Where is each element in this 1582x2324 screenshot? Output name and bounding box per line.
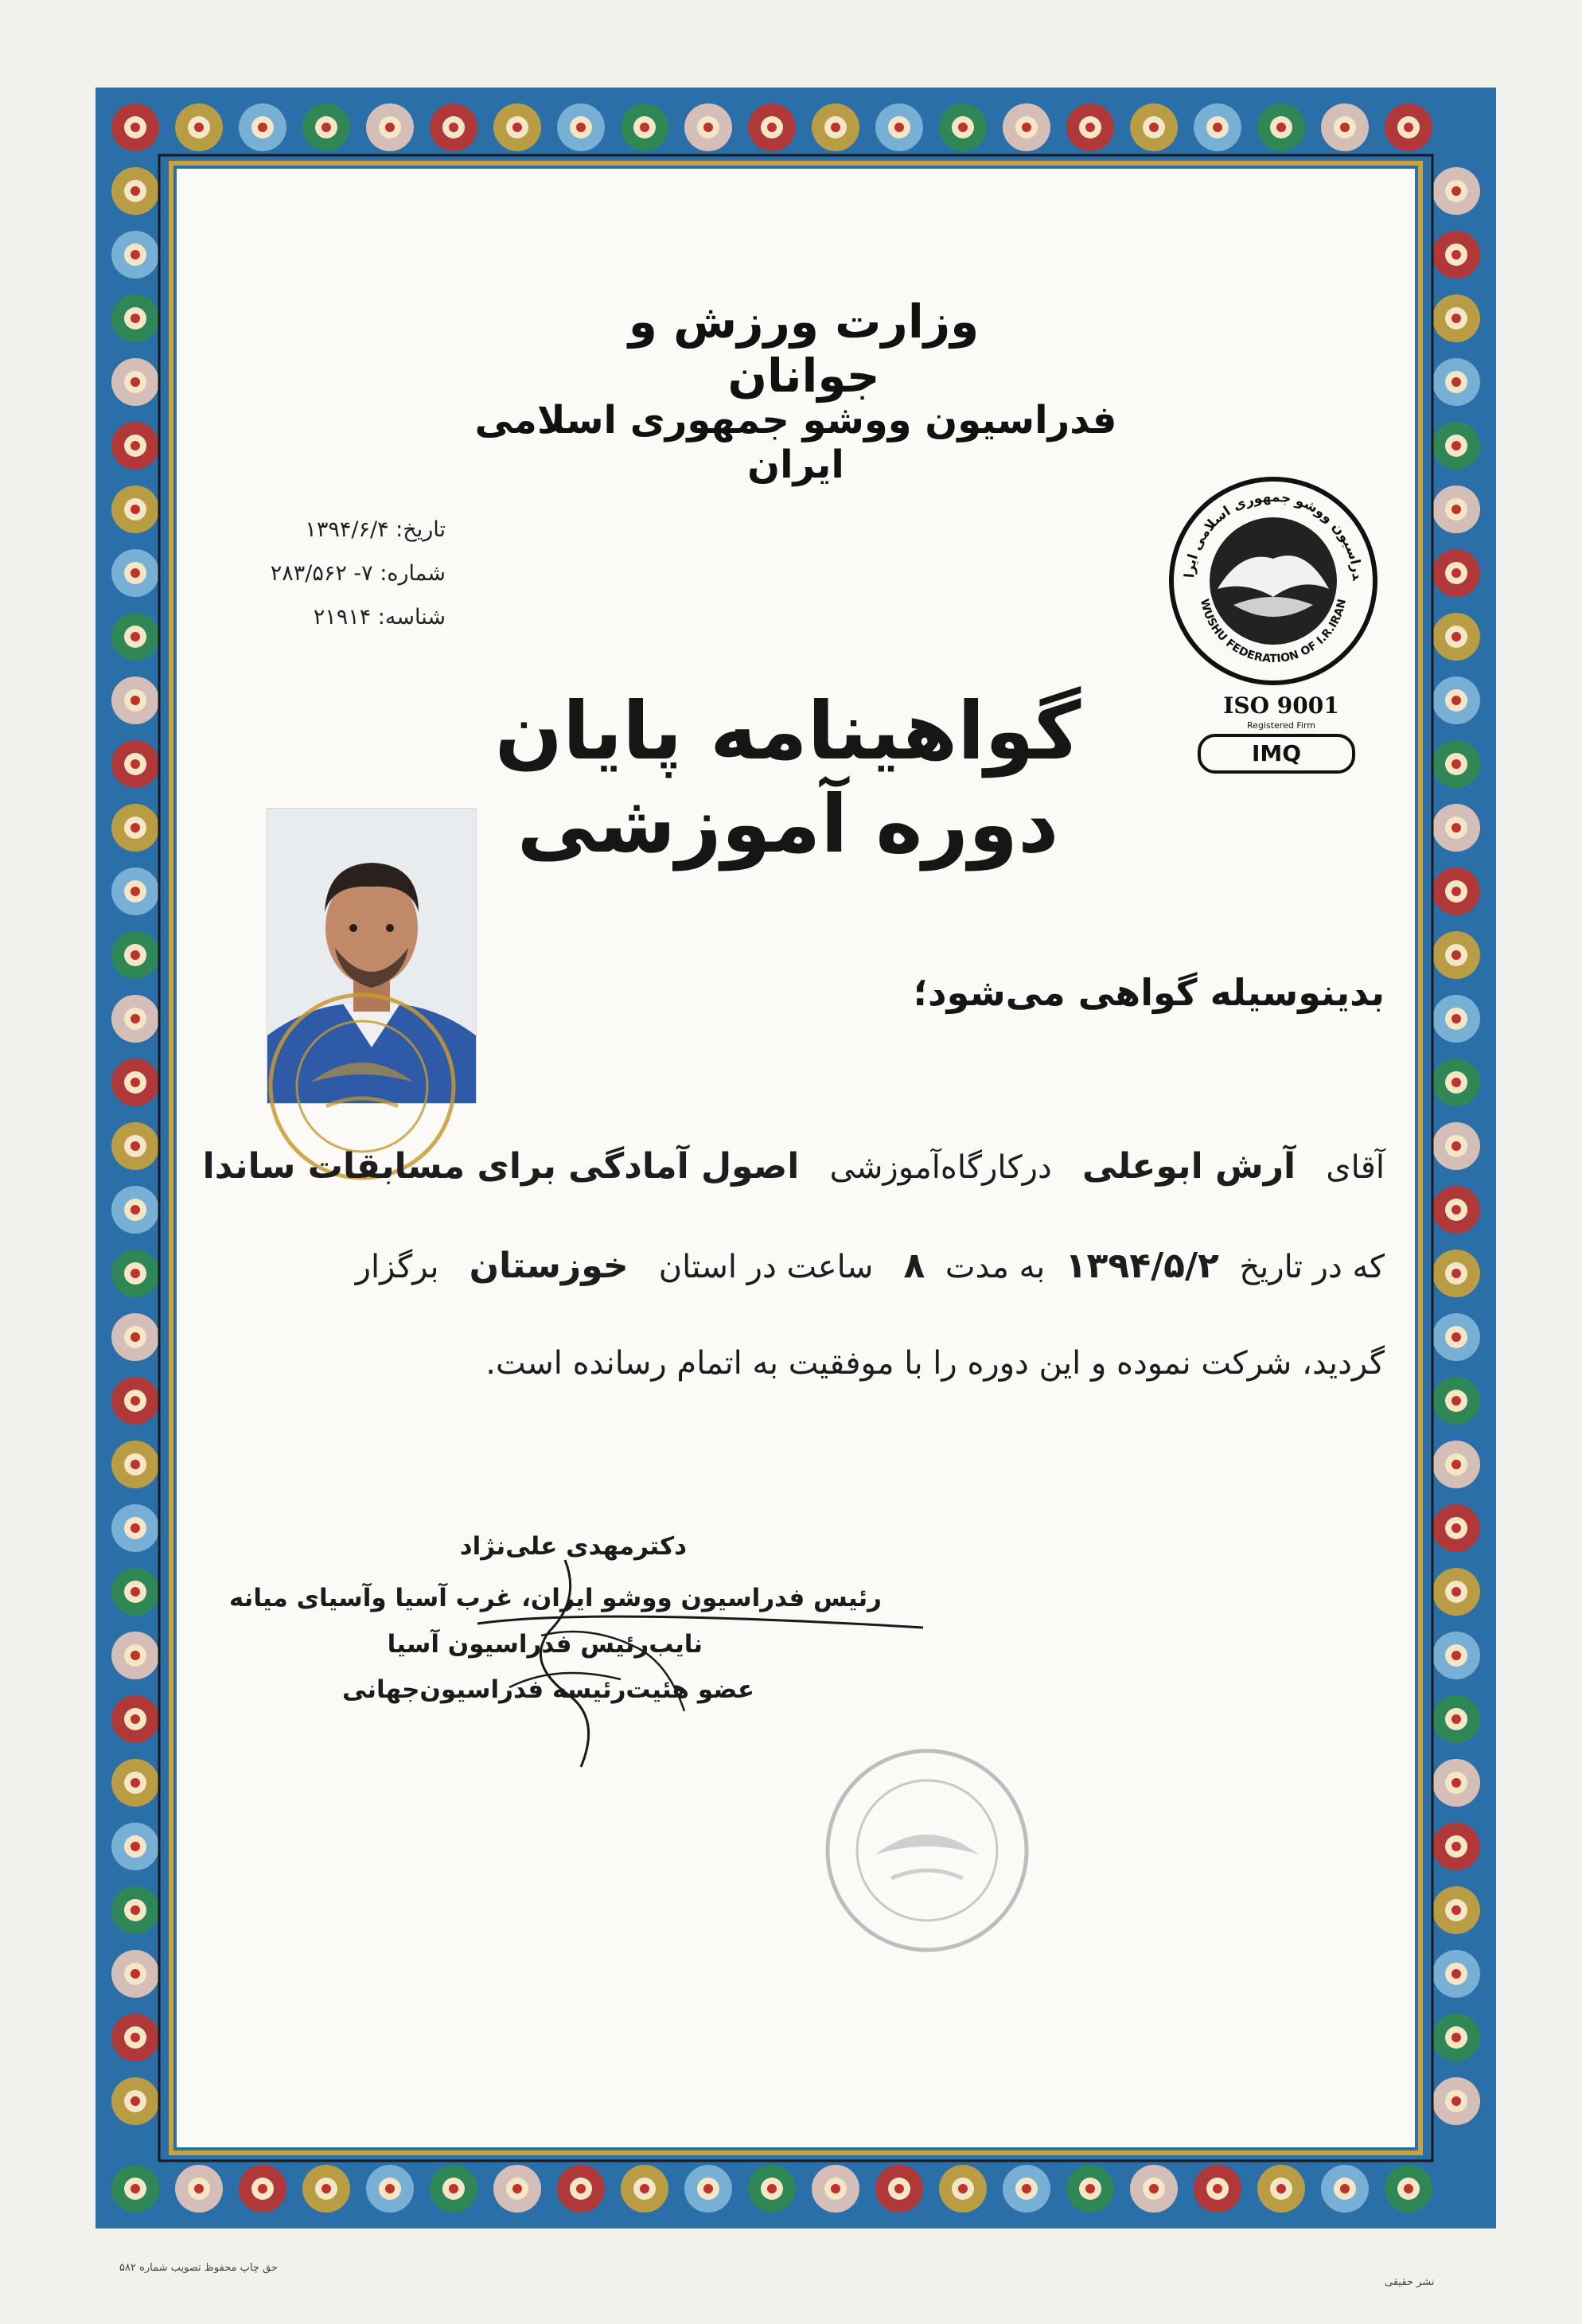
body-line-2	[239, 1246, 1385, 1286]
body-line-3: گردید، شرکت نموده و این دوره را با موفقیت به اتمام رسانده است.	[485, 1345, 1385, 1382]
signatory-name: دکترمهدی علی‌نژاد	[459, 1532, 687, 1561]
date-intro: که در تاریخ	[1239, 1249, 1385, 1285]
course-hours: ۸	[903, 1246, 925, 1286]
held-word: برگزار	[355, 1249, 439, 1285]
federation-stamp	[820, 1743, 1035, 1958]
ministry-title: وزارت ورزش و جوانان	[628, 294, 980, 403]
number-line: شماره: ۷- ۲۸۳/۵۶۲	[270, 561, 446, 586]
logo-ring-text: دراسیون ووشو جمهوری اسلامی ایرا	[1182, 489, 1366, 581]
imq-badge: IMQ	[1198, 734, 1355, 774]
title-word: آقای	[1326, 1149, 1385, 1186]
signatory-title-2: نایب‌رئیس فدراسیون آسیا	[387, 1630, 703, 1659]
course-name: اصول آمادگی برای مسابقات ساندا	[202, 1146, 800, 1187]
footer-print-note: حق چاپ محفوظ تصویب شماره ۵۸۲	[119, 2262, 278, 2274]
iso-title: ISO 9001	[1223, 692, 1339, 719]
certify-phrase: بدینوسیله گواهی می‌شود؛	[913, 971, 1385, 1014]
footer-publisher: نشر حقیقی	[1385, 2276, 1435, 2288]
student-name: آرش ابوعلی	[1081, 1146, 1296, 1187]
signatory-title-3: عضو هئیت‌رئیسه فدراسیون‌جهانی	[341, 1675, 754, 1704]
federation-logo	[1162, 470, 1385, 692]
certificate-title: گواهینامه پایان دوره آموزشی	[494, 684, 1081, 871]
course-date: ۱۳۹۴/۵/۲	[1065, 1246, 1219, 1286]
province-intro: ساعت در استان	[658, 1249, 874, 1285]
province-name: خوزستان	[469, 1246, 629, 1286]
duration-word: به مدت	[945, 1249, 1046, 1285]
date-line: تاریخ: ۱۳۹۴/۶/۴	[305, 517, 446, 542]
federation-title: فدراسیون ووشو جمهوری اسلامی ایران	[474, 398, 1117, 487]
id-line: شناسه: ۲۱۹۱۴	[313, 605, 446, 630]
iso-subtitle: Registered Firm	[1247, 720, 1315, 731]
body-line-1	[202, 1146, 1385, 1187]
workshop-word: درکارگاه‌آموزشی	[829, 1149, 1052, 1186]
signatory-title-1: رئیس فدراسیون ووشو ایران، غرب آسیا وآسیای میانه	[228, 1584, 882, 1612]
logo-english-text: WUSHU FEDERATION OF I.R.IRAN	[1197, 598, 1350, 666]
